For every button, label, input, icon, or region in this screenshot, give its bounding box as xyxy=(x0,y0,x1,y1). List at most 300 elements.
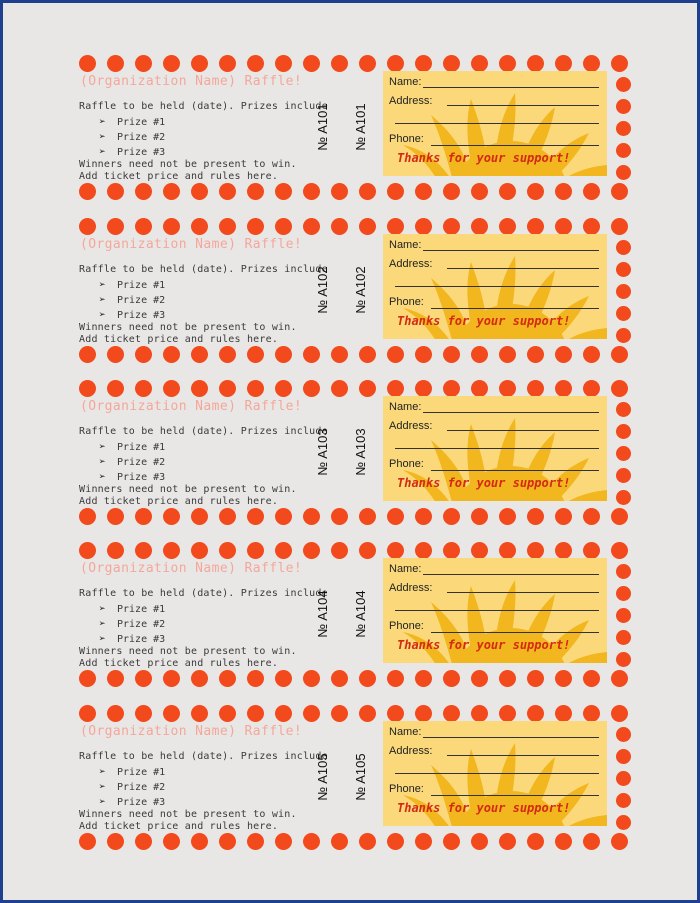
perforation-dot xyxy=(219,542,236,559)
perforation-dot xyxy=(583,705,600,722)
prize-item xyxy=(99,308,165,321)
perforation-dot xyxy=(107,380,124,397)
perforation-dot xyxy=(303,380,320,397)
perforation-dot xyxy=(443,670,460,687)
ticket-stub xyxy=(383,396,607,501)
name-field-label: Name: xyxy=(389,76,422,88)
perforation-dot xyxy=(191,670,208,687)
prize-label: Prize #2 xyxy=(117,619,166,630)
perforation-dot xyxy=(331,542,348,559)
perforation-dot xyxy=(415,346,432,363)
perforation-dot xyxy=(303,670,320,687)
perforation-dot xyxy=(387,542,404,559)
perforation-dot xyxy=(107,833,124,850)
perforation-dot xyxy=(135,670,152,687)
perforation-top xyxy=(77,55,637,72)
perforation-dot xyxy=(471,346,488,363)
perforation-dot xyxy=(583,346,600,363)
perforation-dot xyxy=(359,508,376,525)
perforation-dot xyxy=(79,55,96,72)
perforation-dot xyxy=(616,121,631,136)
perforation-dot xyxy=(275,218,292,235)
arrow-bullet-icon: ➢ xyxy=(99,440,106,453)
perforation-dot xyxy=(616,262,631,277)
perforation-dot xyxy=(499,705,516,722)
perforation-dot xyxy=(219,705,236,722)
perforation-dot xyxy=(107,705,124,722)
perforation-dot xyxy=(616,468,631,483)
perforation-dot xyxy=(443,705,460,722)
prize-item xyxy=(99,145,165,158)
winners-note: Winners need not be present to win. xyxy=(79,159,297,170)
perforation-dot xyxy=(331,183,348,200)
arrow-bullet-icon: ➢ xyxy=(99,308,106,321)
perforation-dot xyxy=(191,183,208,200)
thanks-message: Thanks for your support! xyxy=(397,801,571,815)
ticket-title: (Organization Name) Raffle! xyxy=(80,724,303,739)
raffle-ticket xyxy=(77,378,637,530)
perforation-dot xyxy=(387,218,404,235)
address-field-label: Address: xyxy=(389,582,433,594)
perforation-top xyxy=(77,218,637,235)
phone-field-label: Phone: xyxy=(389,458,424,470)
perforation-dot xyxy=(79,508,96,525)
perforation-dot xyxy=(163,833,180,850)
perforation-top xyxy=(77,380,637,397)
perforation-dot xyxy=(583,542,600,559)
prize-label: Prize #1 xyxy=(117,604,166,615)
perforation-dot xyxy=(331,346,348,363)
phone-field-label: Phone: xyxy=(389,133,424,145)
perforation-dot xyxy=(191,508,208,525)
perforation-dot xyxy=(247,508,264,525)
perforation-dot xyxy=(163,542,180,559)
write-in-line[interactable] xyxy=(423,250,599,251)
perforation-dot xyxy=(616,630,631,645)
perforation-dot xyxy=(219,670,236,687)
arrow-bullet-icon: ➢ xyxy=(99,602,106,615)
name-field-label: Name: xyxy=(389,726,422,738)
perforation-dot xyxy=(583,380,600,397)
perforation-dot xyxy=(303,55,320,72)
perforation-dot xyxy=(247,218,264,235)
ticket-title: (Organization Name) Raffle! xyxy=(80,237,303,252)
perforation-dot xyxy=(611,218,628,235)
prize-item xyxy=(99,130,165,143)
perforation-dot xyxy=(79,380,96,397)
perforation-dot xyxy=(303,218,320,235)
perforation-dot xyxy=(135,346,152,363)
perforation-dot xyxy=(616,446,631,461)
perforation-dot xyxy=(387,833,404,850)
arrow-bullet-icon: ➢ xyxy=(99,293,106,306)
perforation-dot xyxy=(387,380,404,397)
perforation-dot xyxy=(275,346,292,363)
perforation-dot xyxy=(471,542,488,559)
perforation-dot xyxy=(443,542,460,559)
write-in-line[interactable] xyxy=(447,268,599,269)
perforation-dot xyxy=(79,670,96,687)
price-rules-note: Add ticket price and rules here. xyxy=(79,658,279,669)
perforation-dot xyxy=(163,705,180,722)
perforation-dot xyxy=(275,508,292,525)
perforation-dot xyxy=(107,542,124,559)
address-field-label: Address: xyxy=(389,258,433,270)
perforation-dot xyxy=(616,815,631,830)
perforation-dot xyxy=(247,183,264,200)
perforation-dot xyxy=(135,833,152,850)
prize-label: Prize #2 xyxy=(117,132,166,143)
perforation-dot xyxy=(219,55,236,72)
address-field-label: Address: xyxy=(389,420,433,432)
write-in-line[interactable] xyxy=(447,105,599,106)
perforation-dot xyxy=(616,608,631,623)
perforation-dot xyxy=(247,55,264,72)
perforation-dot xyxy=(611,542,628,559)
perforation-dot xyxy=(79,542,96,559)
prize-label: Prize #2 xyxy=(117,295,166,306)
perforation-dot xyxy=(555,508,572,525)
perforation-dot xyxy=(331,705,348,722)
perforation-bottom xyxy=(77,670,637,687)
perforation-dot xyxy=(359,380,376,397)
perforation-dot xyxy=(163,183,180,200)
price-rules-note: Add ticket price and rules here. xyxy=(79,821,279,832)
perforation-dot xyxy=(387,705,404,722)
ticket-number-main: № A105 xyxy=(315,753,330,801)
perforation-dot xyxy=(583,508,600,525)
raffle-ticket xyxy=(77,540,637,692)
draw-date-text: Raffle to be held (date). Prizes include xyxy=(79,101,328,112)
write-in-line[interactable] xyxy=(395,286,599,287)
perforation-dot xyxy=(331,55,348,72)
winners-note: Winners need not be present to win. xyxy=(79,484,297,495)
perforation-dot xyxy=(616,240,631,255)
arrow-bullet-icon: ➢ xyxy=(99,130,106,143)
winners-note: Winners need not be present to win. xyxy=(79,322,297,333)
arrow-bullet-icon: ➢ xyxy=(99,780,106,793)
perforation-dot xyxy=(387,183,404,200)
winners-note: Winners need not be present to win. xyxy=(79,646,297,657)
perforation-dot xyxy=(247,833,264,850)
prize-label: Prize #2 xyxy=(117,782,166,793)
prize-item xyxy=(99,115,165,128)
write-in-line[interactable] xyxy=(447,430,599,431)
perforation-top xyxy=(77,705,637,722)
perforation-dot xyxy=(219,380,236,397)
address-field-label: Address: xyxy=(389,745,433,757)
arrow-bullet-icon: ➢ xyxy=(99,278,106,291)
perforation-dot xyxy=(191,542,208,559)
perforation-dot xyxy=(415,55,432,72)
perforation-dot xyxy=(191,346,208,363)
perforation-dot xyxy=(275,833,292,850)
write-in-line[interactable] xyxy=(395,773,599,774)
ticket-stub xyxy=(383,721,607,826)
perforation-dot xyxy=(107,218,124,235)
arrow-bullet-icon: ➢ xyxy=(99,632,106,645)
write-in-line[interactable] xyxy=(423,574,599,575)
perforation-dot xyxy=(616,165,631,180)
perforation-dot xyxy=(163,218,180,235)
perforation-dot xyxy=(499,218,516,235)
perforation-dot xyxy=(219,218,236,235)
perforation-dot xyxy=(415,542,432,559)
write-in-line[interactable] xyxy=(395,123,599,124)
prize-label: Prize #1 xyxy=(117,442,166,453)
perforation-dot xyxy=(359,705,376,722)
write-in-line[interactable] xyxy=(431,145,599,146)
perforation-dot xyxy=(499,183,516,200)
perforation-dot xyxy=(107,508,124,525)
perforation-dot xyxy=(616,749,631,764)
write-in-line[interactable] xyxy=(423,412,599,413)
prize-label: Prize #1 xyxy=(117,117,166,128)
arrow-bullet-icon: ➢ xyxy=(99,145,106,158)
perforation-dot xyxy=(616,727,631,742)
perforation-dot xyxy=(616,328,631,343)
perforation-dot xyxy=(527,705,544,722)
draw-date-text: Raffle to be held (date). Prizes include xyxy=(79,426,328,437)
perforation-dot xyxy=(471,508,488,525)
perforation-dot xyxy=(387,55,404,72)
ticket-number-main: № A103 xyxy=(315,428,330,476)
prize-label: Prize #3 xyxy=(117,310,166,321)
perforation-dot xyxy=(583,670,600,687)
perforation-dot xyxy=(499,508,516,525)
perforation-dot xyxy=(107,55,124,72)
prize-item xyxy=(99,278,165,291)
perforation-dot xyxy=(107,183,124,200)
phone-field-label: Phone: xyxy=(389,296,424,308)
prize-label: Prize #3 xyxy=(117,147,166,158)
ticket-number-stub: № A105 xyxy=(353,753,368,801)
perforation-dot xyxy=(247,346,264,363)
perforation-dot xyxy=(387,508,404,525)
perforation-dot xyxy=(555,380,572,397)
name-field-label: Name: xyxy=(389,563,422,575)
perforation-dot xyxy=(163,380,180,397)
perforation-dot xyxy=(527,183,544,200)
perforation-dot xyxy=(219,346,236,363)
perforation-dot xyxy=(527,508,544,525)
perforation-dot xyxy=(163,670,180,687)
perforation-dot xyxy=(275,705,292,722)
prize-item xyxy=(99,795,165,808)
perforation-dot xyxy=(583,55,600,72)
perforation-side xyxy=(616,564,633,674)
address-field-label: Address: xyxy=(389,95,433,107)
perforation-dot xyxy=(527,346,544,363)
perforation-dot xyxy=(616,490,631,505)
perforation-dot xyxy=(415,508,432,525)
write-in-line[interactable] xyxy=(431,795,599,796)
perforation-dot xyxy=(527,55,544,72)
raffle-ticket xyxy=(77,53,637,205)
prize-item xyxy=(99,440,165,453)
write-in-line[interactable] xyxy=(423,737,599,738)
perforation-side xyxy=(616,240,633,350)
perforation-dot xyxy=(555,346,572,363)
ticket-title: (Organization Name) Raffle! xyxy=(80,561,303,576)
perforation-dot xyxy=(583,833,600,850)
perforation-dot xyxy=(443,508,460,525)
perforation-dot xyxy=(303,705,320,722)
draw-date-text: Raffle to be held (date). Prizes include xyxy=(79,264,328,275)
perforation-dot xyxy=(499,380,516,397)
perforation-dot xyxy=(616,586,631,601)
write-in-line[interactable] xyxy=(431,632,599,633)
perforation-dot xyxy=(275,380,292,397)
ticket-stub xyxy=(383,234,607,339)
prize-label: Prize #3 xyxy=(117,634,166,645)
raffle-ticket xyxy=(77,703,637,855)
perforation-side xyxy=(616,77,633,187)
perforation-dot xyxy=(583,183,600,200)
perforation-dot xyxy=(616,652,631,667)
perforation-dot xyxy=(415,705,432,722)
perforation-dot xyxy=(616,424,631,439)
perforation-dot xyxy=(555,55,572,72)
prize-item xyxy=(99,765,165,778)
write-in-line[interactable] xyxy=(431,470,599,471)
perforation-dot xyxy=(415,380,432,397)
perforation-dot xyxy=(219,183,236,200)
perforation-dot xyxy=(135,55,152,72)
perforation-dot xyxy=(555,183,572,200)
perforation-dot xyxy=(303,542,320,559)
perforation-dot xyxy=(415,218,432,235)
perforation-dot xyxy=(443,833,460,850)
perforation-dot xyxy=(303,183,320,200)
perforation-dot xyxy=(471,183,488,200)
ticket-number-main: № A102 xyxy=(315,266,330,314)
write-in-line[interactable] xyxy=(395,610,599,611)
perforation-dot xyxy=(359,670,376,687)
perforation-dot xyxy=(616,284,631,299)
perforation-dot xyxy=(191,218,208,235)
perforation-dot xyxy=(303,833,320,850)
perforation-dot xyxy=(359,218,376,235)
perforation-dot xyxy=(359,346,376,363)
perforation-dot xyxy=(191,833,208,850)
perforation-dot xyxy=(135,508,152,525)
arrow-bullet-icon: ➢ xyxy=(99,470,106,483)
perforation-dot xyxy=(135,542,152,559)
write-in-line[interactable] xyxy=(423,87,599,88)
perforation-dot xyxy=(331,670,348,687)
ticket-number-stub: № A104 xyxy=(353,590,368,638)
perforation-dot xyxy=(359,55,376,72)
ticket-number-main: № A101 xyxy=(315,103,330,151)
perforation-dot xyxy=(616,793,631,808)
price-rules-note: Add ticket price and rules here. xyxy=(79,496,279,507)
prize-label: Prize #1 xyxy=(117,767,166,778)
prize-item xyxy=(99,632,165,645)
write-in-line[interactable] xyxy=(395,448,599,449)
write-in-line[interactable] xyxy=(447,755,599,756)
prize-item xyxy=(99,780,165,793)
write-in-line[interactable] xyxy=(431,308,599,309)
perforation-dot xyxy=(135,218,152,235)
perforation-dot xyxy=(471,380,488,397)
perforation-dot xyxy=(555,542,572,559)
phone-field-label: Phone: xyxy=(389,783,424,795)
ticket-number-stub: № A103 xyxy=(353,428,368,476)
perforation-dot xyxy=(443,218,460,235)
arrow-bullet-icon: ➢ xyxy=(99,795,106,808)
thanks-message: Thanks for your support! xyxy=(397,314,571,328)
ticket-stub xyxy=(383,558,607,663)
perforation-dot xyxy=(163,508,180,525)
perforation-dot xyxy=(247,705,264,722)
perforation-dot xyxy=(555,705,572,722)
draw-date-text: Raffle to be held (date). Prizes include xyxy=(79,751,328,762)
arrow-bullet-icon: ➢ xyxy=(99,765,106,778)
perforation-dot xyxy=(616,771,631,786)
ticket-number-stub: № A102 xyxy=(353,266,368,314)
perforation-dot xyxy=(303,346,320,363)
perforation-dot xyxy=(331,833,348,850)
ticket-number-main: № A104 xyxy=(315,590,330,638)
perforation-dot xyxy=(275,55,292,72)
perforation-dot xyxy=(527,218,544,235)
perforation-dot xyxy=(616,402,631,417)
perforation-dot xyxy=(415,670,432,687)
perforation-dot xyxy=(387,346,404,363)
perforation-dot xyxy=(471,670,488,687)
perforation-dot xyxy=(219,833,236,850)
perforation-dot xyxy=(359,542,376,559)
perforation-dot xyxy=(583,218,600,235)
perforation-dot xyxy=(499,833,516,850)
perforation-dot xyxy=(331,218,348,235)
thanks-message: Thanks for your support! xyxy=(397,476,571,490)
perforation-dot xyxy=(135,380,152,397)
perforation-dot xyxy=(443,183,460,200)
ticket-stub xyxy=(383,71,607,176)
perforation-dot xyxy=(191,55,208,72)
perforation-dot xyxy=(555,670,572,687)
perforation-dot xyxy=(191,380,208,397)
perforation-dot xyxy=(107,670,124,687)
perforation-dot xyxy=(107,346,124,363)
arrow-bullet-icon: ➢ xyxy=(99,115,106,128)
perforation-dot xyxy=(616,99,631,114)
perforation-dot xyxy=(79,218,96,235)
perforation-dot xyxy=(616,306,631,321)
arrow-bullet-icon: ➢ xyxy=(99,455,106,468)
perforation-dot xyxy=(387,670,404,687)
perforation-dot xyxy=(616,77,631,92)
perforation-dot xyxy=(443,55,460,72)
perforation-dot xyxy=(303,508,320,525)
perforation-dot xyxy=(415,183,432,200)
perforation-dot xyxy=(499,346,516,363)
perforation-dot xyxy=(616,143,631,158)
ticket-number-stub: № A101 xyxy=(353,103,368,151)
perforation-dot xyxy=(331,508,348,525)
winners-note: Winners need not be present to win. xyxy=(79,809,297,820)
perforation-bottom xyxy=(77,833,637,850)
prize-item xyxy=(99,602,165,615)
write-in-line[interactable] xyxy=(447,592,599,593)
draw-date-text: Raffle to be held (date). Prizes include xyxy=(79,588,328,599)
perforation-dot xyxy=(527,380,544,397)
perforation-dot xyxy=(359,833,376,850)
arrow-bullet-icon: ➢ xyxy=(99,617,106,630)
prize-item xyxy=(99,617,165,630)
